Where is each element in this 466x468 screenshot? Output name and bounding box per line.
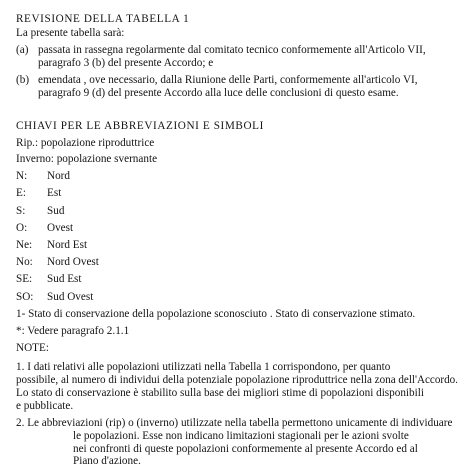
note-2-line-2: le popolazioni. Esse non indicano limitazioni stagionali per le azioni svolte: [73, 430, 409, 442]
abbreviation-meaning: Ovest: [47, 222, 74, 234]
abbreviation-code: S:: [16, 205, 26, 217]
abbreviation-code: SE:: [16, 273, 33, 285]
item-a-label: (a): [16, 44, 29, 56]
chiavi-heading: CHIAVI PER LE ABBREVIAZIONI E SIMBOLI: [16, 120, 264, 132]
abbreviation-meaning: Nord Ovest: [47, 256, 99, 268]
abbreviation-code: SO:: [16, 291, 34, 303]
abbreviation-code: No:: [16, 256, 33, 268]
item-b-line-2: paragrafo 9 (d) del presente Accordo alla luce delle conclusioni di questo esame.: [38, 87, 399, 99]
abbreviation-meaning: Nord Est: [47, 239, 88, 251]
note-unknown-status: 1- Stato di conservazione della popolazione sconosciuto . Stato di conservazione stimato.: [16, 308, 416, 320]
note-1-line-1: 1. I dati relativi alle popolazioni utilizzati nella Tabella 1 corrispondono, per quanto: [16, 361, 391, 373]
note-1-line-3: Lo stato di conservazione è stabilito sulla base dei migliori stime di popolazioni disponibili: [16, 387, 424, 399]
item-a-line-1: passata in rassegna regolarmente dal comitato tecnico conformemente all'Articolo VII,: [38, 44, 426, 56]
abbreviation-code: E:: [16, 187, 26, 199]
item-a-line-2: paragrafo 3 (b) del presente Accordo; e: [38, 57, 214, 69]
note-2-line-4: Piano d'azione.: [73, 455, 141, 467]
item-b-label: (b): [16, 74, 30, 86]
abbreviation-meaning: Sud Est: [47, 273, 82, 285]
revisione-heading: REVISIONE DELLA TABELLA 1: [16, 13, 190, 25]
revisione-intro: La presente tabella sarà:: [16, 27, 125, 39]
abbreviation-code: Ne:: [16, 239, 33, 251]
rip-definition: Rip.: popolazione riproduttrice: [16, 137, 155, 149]
abbreviation-code: N:: [16, 170, 28, 182]
note-1-line-2: possibile, al numero di individui della potenziale popolazione riproduttrice nella zona dell'Accordo.: [16, 374, 458, 386]
note-2-line-1: 2. Le abbreviazioni (rip) o (inverno) utilizzate nella tabella permettono unicamente di individuare: [16, 417, 453, 429]
inverno-definition: Inverno: popolazione svernante: [16, 153, 158, 165]
note-1-line-4: e pubblicate.: [16, 400, 74, 412]
note-star: *: Vedere paragrafo 2.1.1: [16, 325, 130, 337]
abbreviation-meaning: Sud Ovest: [47, 291, 94, 303]
item-b-line-1: emendata , ove necessario, dalla Riunione delle Parti, conformemente all'articolo VI,: [38, 74, 418, 86]
abbreviation-code: O:: [16, 222, 28, 234]
note-heading: NOTE:: [16, 342, 49, 354]
abbreviation-meaning: Sud: [47, 205, 65, 217]
abbreviation-meaning: Nord: [47, 170, 70, 182]
abbreviation-meaning: Est: [47, 187, 62, 199]
note-2-line-3: nei confronti di queste popolazioni conformemente al presente Accordo ed al: [73, 443, 418, 455]
